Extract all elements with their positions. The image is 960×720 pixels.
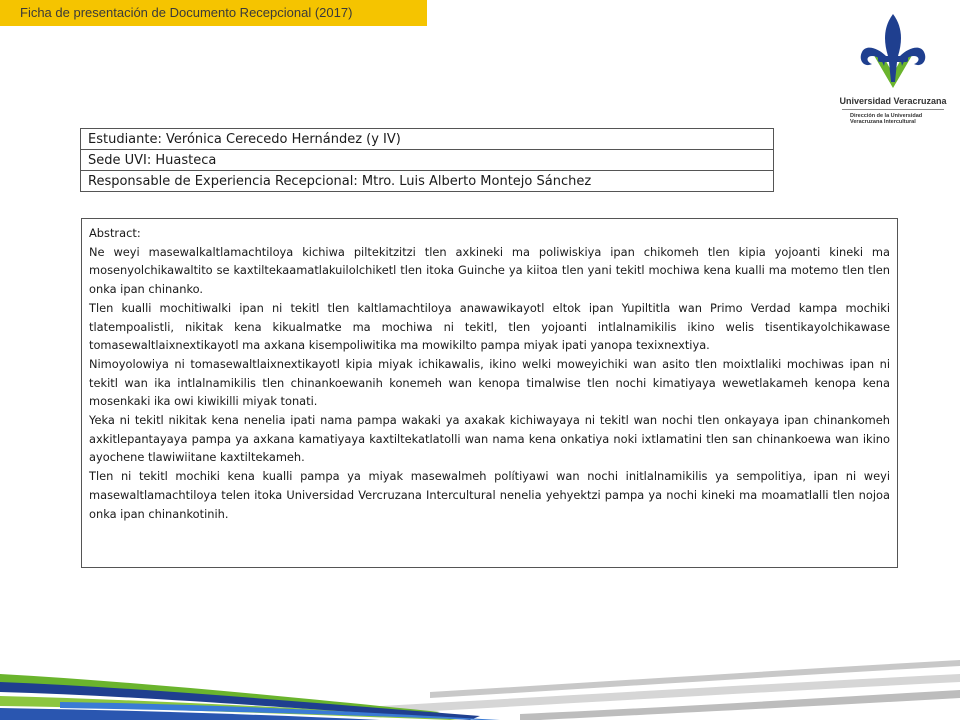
university-subtitle-line2: Veracruzana Intercultural xyxy=(850,119,916,125)
abstract-paragraph: Nimoyolowiya ni tomasewaltlaixnextikayotl kipia miyak ichikawalis, ikino welki moweyichiki wan asito tlen moixtlaliki mochiwas ipan ni tekitl wan ika intlalnamikilis tlen chinankoewanih konemeh wan kenopa timalwise tlen nochi kimatiyaya wewetlakameh kenopa kena mosenkaki ika owi kiwikilli miyak tonati. xyxy=(89,356,890,409)
fleur-de-lis-icon xyxy=(858,12,928,94)
abstract-paragraph: Yeka ni tekitl nikitak kena nenelia ipati nama pampa wakaki ya axakak kichiwayaya ni tekitl wan nochi tlen onkayaya ipan chinankomeh axkitlepantayaya pampa ya axkana kamatiyaya kaxtiltekatlatolli wan nama kena onkatiya noki ixtlamatini tlen san chinankoewa wan ikino ayochene tlawiwiitane kaxtiltekameh. xyxy=(89,413,890,465)
table-row xyxy=(81,129,774,150)
university-logo xyxy=(836,12,950,130)
abstract-paragraph: Tlen kualli mochitiwalki ipan ni tekitl tlen kaltlamachtiloya anawawikayotl eltok ipan Yupiltitla wan Primo Verdad kampa mochiki tlatempoalistli, nikitak kena kikualmatke ma mochiwa ni tekitl, tlen yojoanti intlalnamikilis ikino welis tisentikayolchikawase tomasewaltlaixnextikayotl ma axkana kisempoliwitika ma mowikilto pampa miyak ipati yanopa texixnextiya. xyxy=(89,300,890,353)
university-subtitle-line1: Dirección de la Universidad xyxy=(850,113,923,119)
campus-cell: Sede UVI: Huasteca xyxy=(81,150,774,171)
table-row xyxy=(81,150,774,171)
advisor-cell: Responsable de Experiencia Recepcional: Mtro. Luis Alberto Montejo Sánchez xyxy=(81,171,774,192)
university-name: Universidad Veracruzana xyxy=(839,96,947,106)
abstract-paragraph: Tlen ni tekitl mochiki kena kualli pampa ya miyak masewalmeh polítiyawi wan nochi initlalnamikilis ya sempolitiya, ipan ni weyi masewaltlamachtiloya telen itoka Universidad Vercruzana Intercultural nenelia yehyektzi pampa ya nochi kineki ma moamatlalli tlen nojoa onka ipan chinankotinih. xyxy=(89,469,890,521)
header-band xyxy=(0,0,427,26)
university-subtitle xyxy=(850,113,950,125)
abstract-box xyxy=(81,218,898,568)
logo-divider xyxy=(842,109,944,110)
student-cell: Estudiante: Verónica Cerecedo Hernández (y IV) xyxy=(81,129,774,150)
abstract-paragraph: Ne weyi masewalkaltlamachtiloya kichiwa piltekitzitzi tlen axkineki ma poliwiskiya ipan chikomeh tlen kipia yojoanti kineki ma mosenyolchikawaltito se kaxtiltekaamatlakuilolchiketl tlen itoka Guinche ya kiitoa tlen yani tekitl mochiwa kena kualli ma motemo tlen tlen onka ipan chinanko. xyxy=(89,244,890,297)
footer-decorative-stripes xyxy=(0,652,960,720)
student-info-table xyxy=(80,128,774,192)
abstract-label: Abstract: xyxy=(89,226,141,240)
document-title: Ficha de presentación de Documento Recepcional (2017) xyxy=(20,5,353,20)
table-row xyxy=(81,171,774,192)
